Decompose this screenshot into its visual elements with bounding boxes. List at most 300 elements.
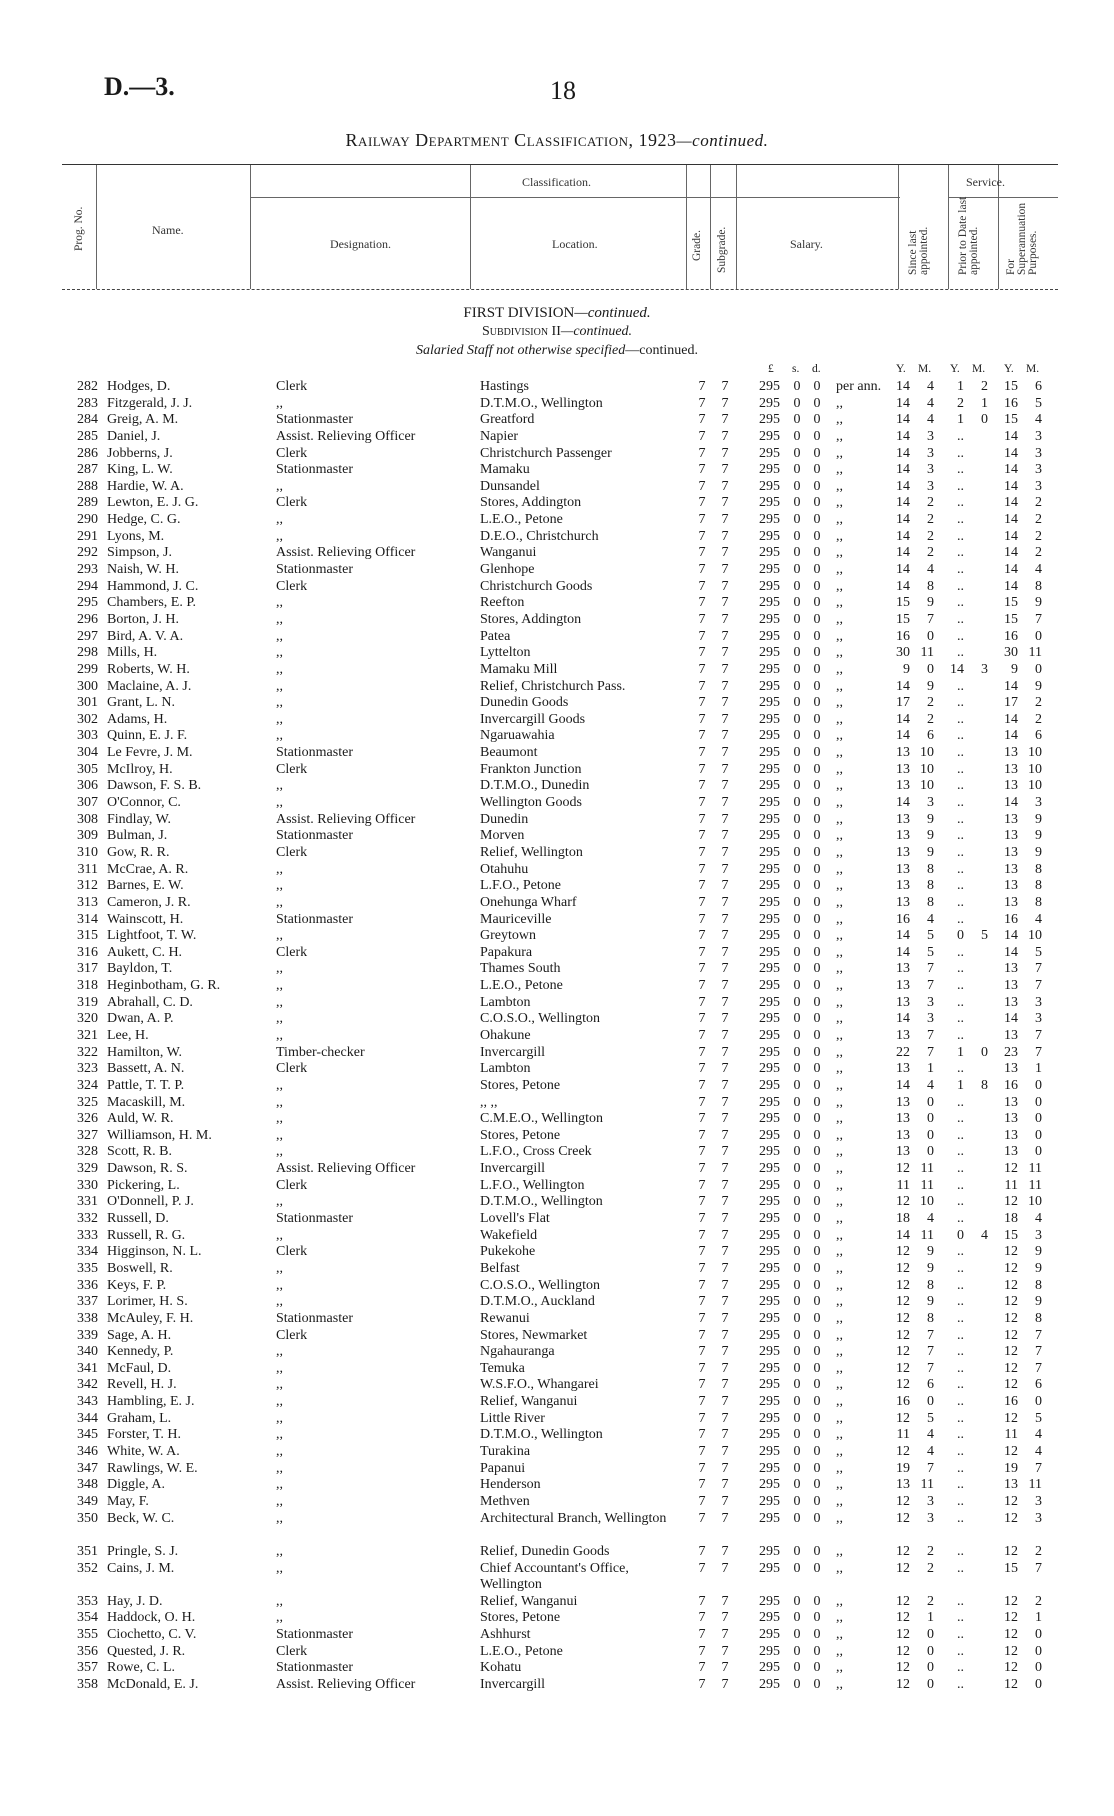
cell-salary-shillings: 0: [793, 1211, 801, 1227]
cell-salary-shillings: 0: [793, 645, 801, 661]
cell-grade: 7: [698, 1061, 706, 1077]
cell-name: Grant, L. N.: [107, 695, 176, 711]
cell-salary-period: ,,: [836, 861, 843, 877]
cell-name: Rawlings, W. E.: [107, 1460, 198, 1476]
cell-prior-months: 4: [981, 1227, 988, 1243]
cell-prog-no: 330: [77, 1177, 98, 1193]
cell-since-years: 14: [896, 379, 910, 394]
cell-salary-period: ,,: [836, 1493, 843, 1509]
cell-location: Henderson: [480, 1477, 541, 1493]
cell-since-years: 14: [896, 1227, 910, 1243]
table-row: [0, 1294, 1114, 1311]
cell-prior-years: ..: [957, 761, 964, 777]
cell-super-months: 2: [1035, 1593, 1042, 1609]
cell-prog-no: 320: [77, 1011, 98, 1027]
cell-since-months: 7: [927, 1460, 934, 1476]
cell-since-months: 9: [927, 1294, 934, 1310]
cell-prior-years: ..: [957, 595, 964, 611]
cell-salary-shillings: 0: [793, 545, 801, 561]
cell-salary-pence: 0: [813, 1161, 821, 1177]
cell-super-years: 13: [1004, 861, 1018, 877]
cell-salary-pounds: 295: [759, 795, 780, 811]
cell-location: Ohakune: [480, 1027, 531, 1043]
cell-since-years: 13: [896, 1061, 910, 1077]
cell-designation: Clerk: [276, 1643, 308, 1659]
cell-name: McIlroy, H.: [107, 761, 173, 777]
cell-super-months: 4: [1035, 1211, 1042, 1227]
cell-name: Hay, J. D.: [107, 1593, 163, 1609]
cell-salary-period: ,,: [836, 562, 843, 578]
cell-location: Relief, Wanganui: [480, 1593, 578, 1609]
cell-super-years: 15: [1004, 1560, 1018, 1576]
cell-salary-period: ,,: [836, 1310, 843, 1326]
cell-super-months: 3: [1035, 462, 1042, 478]
cell-designation: Clerk: [276, 445, 308, 461]
cell-salary-shillings: 0: [793, 1460, 801, 1476]
cell-name: Pringle, S. J.: [107, 1543, 179, 1559]
cell-since-years: 13: [896, 1127, 910, 1143]
cell-since-months: 9: [927, 595, 934, 611]
cell-designation: ,,: [276, 1593, 283, 1609]
cell-since-months: 7: [927, 961, 934, 977]
cell-subgrade: 7: [721, 478, 729, 494]
cell-salary-pence: 0: [813, 1044, 821, 1060]
cell-since-months: 0: [927, 1127, 934, 1143]
table-row: [0, 1677, 1114, 1694]
cell-salary-pounds: 295: [759, 412, 780, 428]
cell-grade: 7: [698, 1410, 706, 1426]
table-row: [0, 1144, 1114, 1161]
cell-super-months: 0: [1035, 1127, 1042, 1143]
header-prog-no: Prog. No.: [73, 206, 85, 251]
cell-super-months: 3: [1035, 428, 1042, 444]
table-row: [0, 595, 1114, 612]
cell-name: Bird, A. V. A.: [107, 628, 184, 644]
cell-salary-pence: 0: [813, 1244, 821, 1260]
cell-since-years: 14: [896, 928, 910, 944]
cell-salary-pounds: 295: [759, 1360, 780, 1376]
page-number: 18: [550, 76, 576, 105]
cell-location: C.M.E.O., Wellington: [480, 1111, 604, 1127]
cell-grade: 7: [698, 1260, 706, 1276]
cell-salary-pence: 0: [813, 1077, 821, 1093]
cell-since-months: 11: [920, 1161, 934, 1177]
cell-name: Ciochetto, C. V.: [107, 1627, 197, 1643]
cell-super-years: 13: [1004, 1027, 1018, 1043]
cell-salary-pence: 0: [813, 445, 821, 461]
cell-salary-pounds: 295: [759, 745, 780, 761]
cell-location: Ngahauranga: [480, 1344, 555, 1360]
cell-prior-years: ..: [957, 811, 964, 827]
cell-prog-no: 301: [77, 695, 98, 711]
cell-since-years: 12: [896, 1410, 910, 1426]
cell-salary-pence: 0: [813, 645, 821, 661]
staff-suffix: —continued.: [625, 343, 698, 358]
cell-subgrade: 7: [721, 828, 729, 844]
cell-name: McDonald, E. J.: [107, 1677, 199, 1692]
table-row: [0, 1161, 1114, 1178]
cell-since-years: 14: [896, 412, 910, 428]
header-prior-to: Prior to Date last appointed.: [957, 196, 980, 275]
cell-salary-pence: 0: [813, 811, 821, 827]
cell-salary-shillings: 0: [793, 1643, 801, 1659]
cell-super-months: 7: [1035, 1027, 1042, 1043]
cell-salary-pounds: 295: [759, 944, 780, 960]
cell-super-years: 12: [1004, 1244, 1018, 1260]
cell-prog-no: 291: [77, 528, 98, 544]
cell-salary-shillings: 0: [793, 1227, 801, 1243]
cell-super-years: 12: [1004, 1327, 1018, 1343]
cell-salary-period: ,,: [836, 1011, 843, 1027]
table-row: [0, 795, 1114, 812]
cell-since-months: 3: [927, 1011, 934, 1027]
cell-grade: 7: [698, 1044, 706, 1060]
cell-prog-no: 290: [77, 512, 98, 528]
cell-prog-no: 329: [77, 1161, 98, 1177]
cell-grade: 7: [698, 628, 706, 644]
table-row: [0, 695, 1114, 712]
cell-salary-period: ,,: [836, 811, 843, 827]
cell-salary-shillings: 0: [793, 795, 801, 811]
cell-salary-pounds: 295: [759, 445, 780, 461]
table-row: [0, 1211, 1114, 1228]
cell-super-years: 12: [1004, 1510, 1018, 1526]
cell-prog-no: 313: [77, 894, 98, 910]
cell-designation: Clerk: [276, 379, 308, 394]
cell-super-years: 16: [1004, 911, 1018, 927]
cell-super-months: 0: [1035, 1144, 1042, 1160]
unit-y3: Y.: [1004, 363, 1014, 375]
cell-salary-pence: 0: [813, 1011, 821, 1027]
table-row: [0, 1644, 1114, 1661]
cell-grade: 7: [698, 1277, 706, 1293]
table-row: [0, 1511, 1114, 1544]
cell-prog-no: 351: [77, 1543, 98, 1559]
cell-salary-pounds: 295: [759, 1127, 780, 1143]
cell-since-months: 8: [927, 1310, 934, 1326]
cell-salary-pounds: 295: [759, 1227, 780, 1243]
cell-since-years: 14: [896, 545, 910, 561]
cell-salary-shillings: 0: [793, 1477, 801, 1493]
cell-salary-pounds: 295: [759, 1427, 780, 1443]
cell-grade: 7: [698, 379, 706, 394]
cell-salary-period: ,,: [836, 1211, 843, 1227]
cell-prog-no: 335: [77, 1260, 98, 1276]
cell-super-months: 8: [1035, 894, 1042, 910]
cell-subgrade: 7: [721, 928, 729, 944]
table-row: [0, 1444, 1114, 1461]
cell-location: Mauriceville: [480, 911, 552, 927]
cell-super-years: 12: [1004, 1660, 1018, 1676]
cell-grade: 7: [698, 828, 706, 844]
cell-grade: 7: [698, 778, 706, 794]
unit-m2: M.: [972, 363, 986, 375]
cell-super-months: 2: [1035, 545, 1042, 561]
cell-grade: 7: [698, 1394, 706, 1410]
cell-grade: 7: [698, 1344, 706, 1360]
cell-prior-years: ..: [957, 1260, 964, 1276]
cell-super-months: 11: [1028, 1477, 1042, 1493]
cell-super-months: 11: [1028, 1177, 1042, 1193]
table-row: [0, 446, 1114, 463]
table-row: [0, 1594, 1114, 1611]
cell-super-months: 3: [1035, 1011, 1042, 1027]
cell-since-months: 10: [920, 1194, 934, 1210]
cell-salary-shillings: 0: [793, 412, 801, 428]
cell-salary-period: ,,: [836, 1027, 843, 1043]
cell-grade: 7: [698, 761, 706, 777]
cell-salary-pence: 0: [813, 628, 821, 644]
cell-salary-period: ,,: [836, 1227, 843, 1243]
cell-location: L.E.O., Petone: [480, 978, 563, 994]
cell-designation: Stationmaster: [276, 828, 353, 844]
cell-location: C.O.S.O., Wellington: [480, 1277, 600, 1293]
cell-location: Glenhope: [480, 562, 535, 578]
cell-designation: ,,: [276, 1294, 283, 1310]
cell-salary-pence: 0: [813, 1610, 821, 1626]
cell-subgrade: 7: [721, 1011, 729, 1027]
cell-super-years: 12: [1004, 1593, 1018, 1609]
cell-salary-shillings: 0: [793, 978, 801, 994]
cell-name: Findlay, W.: [107, 811, 172, 827]
cell-prior-years: ..: [957, 1493, 964, 1509]
cell-salary-shillings: 0: [793, 1344, 801, 1360]
cell-since-months: 9: [927, 1260, 934, 1276]
cell-since-years: 13: [896, 1094, 910, 1110]
cell-salary-pence: 0: [813, 1643, 821, 1659]
cell-prior-months: 2: [981, 379, 988, 394]
table-row: [0, 662, 1114, 679]
cell-designation: ,,: [276, 512, 283, 528]
cell-grade: 7: [698, 1510, 706, 1526]
cell-salary-pounds: 295: [759, 1177, 780, 1193]
cell-super-months: 7: [1035, 611, 1042, 627]
cell-prog-no: 303: [77, 728, 98, 744]
cell-since-months: 4: [927, 1427, 934, 1443]
cell-subgrade: 7: [721, 578, 729, 594]
cell-salary-pence: 0: [813, 1510, 821, 1526]
cell-since-years: 13: [896, 811, 910, 827]
cell-super-years: 13: [1004, 745, 1018, 761]
cell-subgrade: 7: [721, 678, 729, 694]
cell-subgrade: 7: [721, 778, 729, 794]
table-row: [0, 1178, 1114, 1195]
cell-location: Little River: [480, 1410, 545, 1426]
cell-super-months: 6: [1035, 1377, 1042, 1393]
cell-prior-months: 5: [981, 928, 988, 944]
cell-subgrade: 7: [721, 428, 729, 444]
page-title: [0, 130, 1114, 151]
cell-since-months: 2: [927, 528, 934, 544]
cell-salary-shillings: 0: [793, 944, 801, 960]
cell-grade: 7: [698, 745, 706, 761]
cell-subgrade: 7: [721, 1410, 729, 1426]
cell-since-months: 3: [927, 462, 934, 478]
cell-location: L.E.O., Petone: [480, 1643, 563, 1659]
cell-name: Daniel, J.: [107, 428, 161, 444]
cell-prior-years: ..: [957, 512, 964, 528]
cell-grade: 7: [698, 711, 706, 727]
cell-name: Roberts, W. H.: [107, 661, 190, 677]
table-row: [0, 862, 1114, 879]
cell-salary-period: ,,: [836, 1543, 843, 1559]
cell-super-months: 3: [1035, 994, 1042, 1010]
cell-salary-pence: 0: [813, 1027, 821, 1043]
cell-prog-no: 337: [77, 1294, 98, 1310]
cell-super-years: 13: [1004, 961, 1018, 977]
cell-prior-years: ..: [957, 1127, 964, 1143]
cell-salary-shillings: 0: [793, 1260, 801, 1276]
cell-prior-years: ..: [957, 745, 964, 761]
cell-location: Patea: [480, 628, 511, 644]
cell-designation: ,,: [276, 1077, 283, 1093]
cell-since-months: 7: [927, 1327, 934, 1343]
cell-grade: 7: [698, 611, 706, 627]
cell-designation: ,,: [276, 1111, 283, 1127]
cell-salary-shillings: 0: [793, 911, 801, 927]
cell-prior-years: ..: [957, 695, 964, 711]
cell-super-years: 15: [1004, 1227, 1018, 1243]
table-row: [0, 878, 1114, 895]
cell-since-months: 2: [927, 512, 934, 528]
cell-salary-shillings: 0: [793, 1094, 801, 1110]
cell-location: Dunsandel: [480, 478, 540, 494]
cell-super-months: 7: [1035, 1560, 1042, 1576]
cell-location: C.O.S.O., Wellington: [480, 1011, 600, 1027]
cell-salary-shillings: 0: [793, 1310, 801, 1326]
cell-super-months: 8: [1035, 1277, 1042, 1293]
cell-salary-period: ,,: [836, 1044, 843, 1060]
cell-super-years: 12: [1004, 1377, 1018, 1393]
cell-subgrade: 7: [721, 795, 729, 811]
cell-prog-no: 315: [77, 928, 98, 944]
cell-since-years: 13: [896, 978, 910, 994]
cell-super-years: 15: [1004, 379, 1018, 394]
table-header: [62, 164, 1058, 290]
cell-name: Macaskill, M.: [107, 1094, 186, 1110]
cell-since-years: 15: [896, 611, 910, 627]
cell-super-months: 2: [1035, 528, 1042, 544]
cell-grade: 7: [698, 495, 706, 511]
unit-m3: M.: [1026, 363, 1040, 375]
cell-designation: ,,: [276, 1094, 283, 1110]
cell-designation: ,,: [276, 645, 283, 661]
cell-designation: Assist. Relieving Officer: [276, 811, 416, 827]
cell-since-years: 12: [896, 1360, 910, 1376]
document-id: D.—3.: [104, 72, 175, 101]
cell-super-months: 11: [1028, 1161, 1042, 1177]
cell-prog-no: 322: [77, 1044, 98, 1060]
cell-prior-years: ..: [957, 1460, 964, 1476]
cell-name: Kennedy, P.: [107, 1344, 174, 1360]
cell-salary-shillings: 0: [793, 1244, 801, 1260]
cell-super-months: 7: [1035, 1360, 1042, 1376]
cell-location: Turakina: [480, 1444, 531, 1459]
cell-salary-period: ,,: [836, 628, 843, 644]
cell-prog-no: 288: [77, 478, 98, 494]
cell-subgrade: 7: [721, 1543, 729, 1559]
cell-salary-shillings: 0: [793, 1360, 801, 1376]
cell-name: McFaul, D.: [107, 1360, 172, 1376]
cell-salary-shillings: 0: [793, 1044, 801, 1060]
cell-salary-period: ,,: [836, 545, 843, 561]
cell-since-years: 11: [896, 1177, 910, 1193]
cell-salary-period: ,,: [836, 1260, 843, 1276]
cell-location: D.T.M.O., Auckland: [480, 1294, 595, 1310]
cell-salary-pounds: 295: [759, 428, 780, 444]
cell-prog-no: 358: [77, 1677, 98, 1692]
cell-grade: 7: [698, 1677, 706, 1692]
cell-subgrade: 7: [721, 1610, 729, 1626]
cell-super-months: 6: [1035, 728, 1042, 744]
cell-since-years: 14: [896, 944, 910, 960]
cell-salary-shillings: 0: [793, 478, 801, 494]
cell-name: Gow, R. R.: [107, 844, 170, 860]
cell-designation: ,,: [276, 1427, 283, 1443]
cell-prior-years: 0: [957, 928, 964, 944]
cell-prior-years: ..: [957, 878, 964, 894]
cell-location: Hastings: [480, 379, 529, 394]
cell-salary-period: ,,: [836, 462, 843, 478]
cell-grade: 7: [698, 728, 706, 744]
cell-since-months: 3: [927, 795, 934, 811]
cell-salary-shillings: 0: [793, 828, 801, 844]
cell-super-years: 16: [1004, 1394, 1018, 1410]
cell-super-years: 12: [1004, 1277, 1018, 1293]
table-row: [0, 512, 1114, 529]
staff-table: [0, 379, 1114, 1694]
cell-salary-pence: 0: [813, 1327, 821, 1343]
cell-super-months: 10: [1028, 761, 1042, 777]
cell-name: Simpson, J.: [107, 545, 172, 561]
cell-salary-pounds: 295: [759, 478, 780, 494]
cell-grade: 7: [698, 1377, 706, 1393]
cell-salary-pounds: 295: [759, 1643, 780, 1659]
cell-salary-pounds: 295: [759, 1260, 780, 1276]
cell-grade: 7: [698, 844, 706, 860]
cell-name: Fitzgerald, J. J.: [107, 395, 193, 411]
cell-salary-pounds: 295: [759, 628, 780, 644]
cell-since-months: 2: [927, 695, 934, 711]
cell-salary-shillings: 0: [793, 1410, 801, 1426]
cell-salary-pence: 0: [813, 778, 821, 794]
cell-name: Dawson, F. S. B.: [107, 778, 202, 794]
cell-salary-pence: 0: [813, 961, 821, 977]
cell-prog-no: 283: [77, 395, 98, 411]
cell-designation: ,,: [276, 961, 283, 977]
cell-since-months: 9: [927, 828, 934, 844]
cell-super-months: 9: [1035, 844, 1042, 860]
cell-super-years: 12: [1004, 1627, 1018, 1643]
cell-salary-shillings: 0: [793, 994, 801, 1010]
header-location: Location.: [552, 237, 598, 251]
cell-salary-pounds: 295: [759, 1610, 780, 1626]
cell-name: Russell, D.: [107, 1211, 169, 1227]
cell-location: Papakura: [480, 944, 533, 960]
cell-salary-pounds: 295: [759, 928, 780, 944]
cell-salary-pounds: 295: [759, 1310, 780, 1326]
cell-since-years: 15: [896, 595, 910, 611]
cell-salary-pounds: 295: [759, 661, 780, 677]
cell-location: Greatford: [480, 412, 535, 428]
cell-name: McCrae, A. R.: [107, 861, 189, 877]
division-suffix: —continued.: [574, 305, 651, 321]
cell-subgrade: 7: [721, 445, 729, 461]
cell-grade: 7: [698, 894, 706, 910]
cell-prog-no: 344: [77, 1410, 98, 1426]
cell-location: Belfast: [480, 1260, 520, 1276]
cell-since-years: 12: [896, 1560, 910, 1576]
